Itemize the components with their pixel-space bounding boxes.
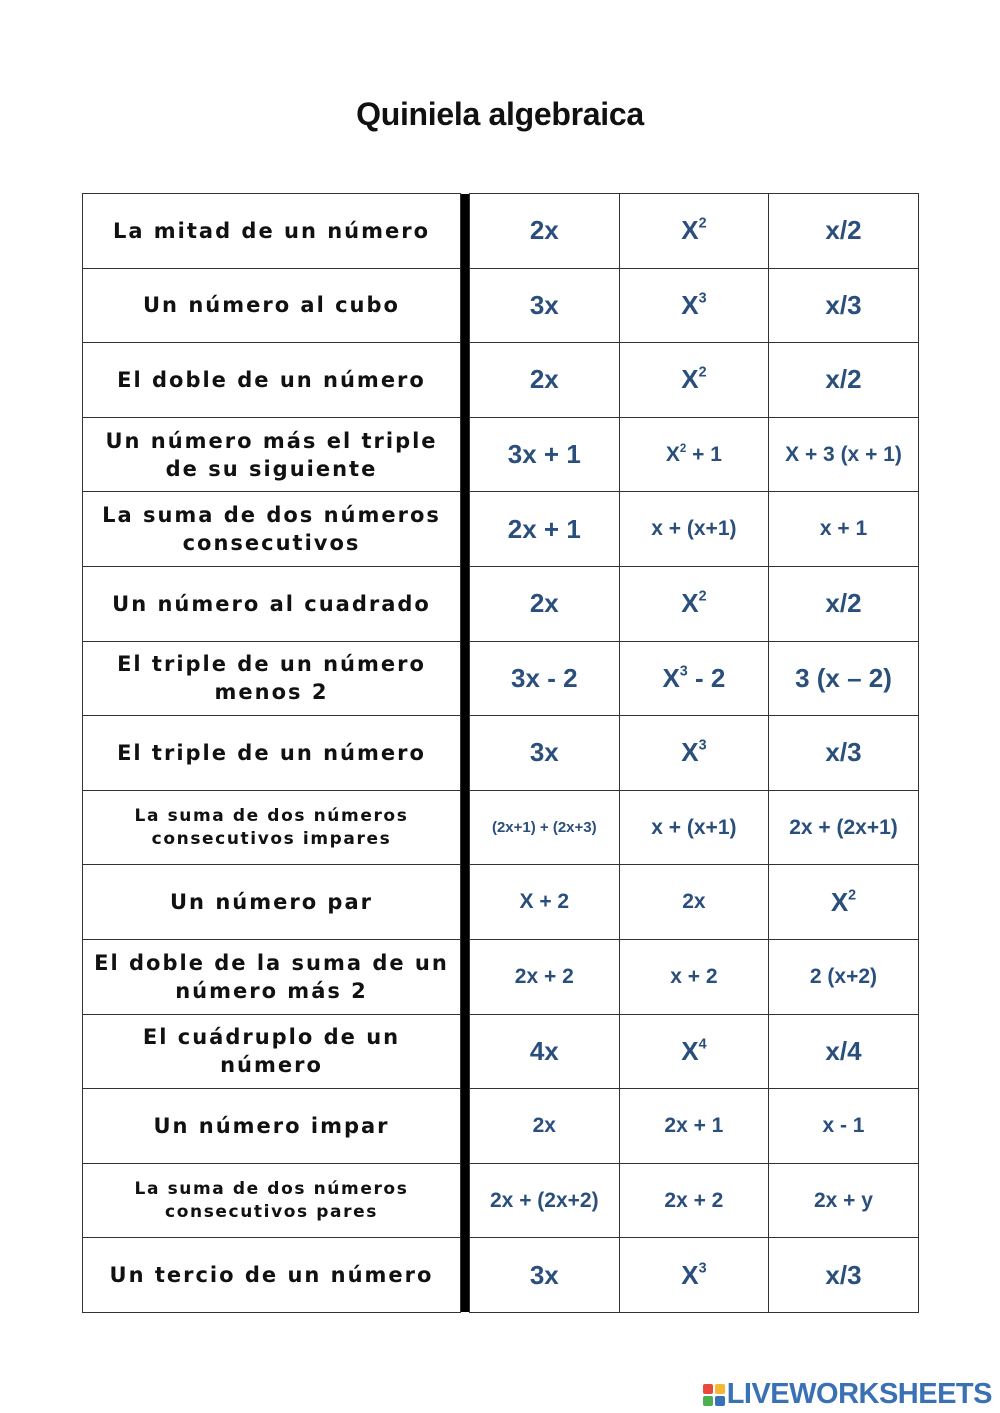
logo-square-red bbox=[703, 1384, 713, 1394]
phrase-cell: Un número impar bbox=[83, 1089, 461, 1164]
table-row bbox=[83, 492, 919, 567]
option-base: 2x bbox=[529, 588, 559, 619]
option-cell-1[interactable] bbox=[470, 194, 620, 269]
option-base: X bbox=[681, 215, 699, 246]
option-base: 3x + 1 bbox=[507, 439, 581, 470]
column-separator bbox=[461, 194, 470, 269]
table-row bbox=[83, 1163, 919, 1238]
option-cell-1[interactable] bbox=[470, 939, 620, 1014]
table-row bbox=[83, 268, 919, 343]
column-separator bbox=[461, 790, 470, 865]
option-base: X bbox=[681, 1259, 699, 1290]
option-cell-3[interactable] bbox=[769, 865, 919, 940]
liveworksheets-logo-text: LIVEWORKSHEETS bbox=[726, 1378, 992, 1410]
option-base: 3x bbox=[529, 1259, 559, 1290]
option-cell-2[interactable] bbox=[619, 1089, 769, 1164]
option-cell-2[interactable] bbox=[619, 417, 769, 492]
option-base: X bbox=[665, 442, 680, 466]
option-base: X + 2 bbox=[519, 890, 570, 914]
option-base: 3x bbox=[529, 737, 559, 768]
option-base: 3x - 2 bbox=[511, 662, 578, 693]
column-separator bbox=[461, 566, 470, 641]
option-tail: - 2 bbox=[687, 662, 726, 693]
option-cell-1[interactable] bbox=[470, 1238, 620, 1313]
option-cell-3[interactable] bbox=[769, 1238, 919, 1313]
option-base: X bbox=[681, 364, 699, 395]
option-cell-3[interactable] bbox=[769, 268, 919, 343]
option-base: 2 (x+2) bbox=[809, 964, 878, 988]
quiniela-table-body bbox=[83, 194, 919, 1313]
option-cell-3[interactable] bbox=[769, 939, 919, 1014]
option-cell-2[interactable] bbox=[619, 268, 769, 343]
option-exponent: 3 bbox=[698, 738, 707, 755]
option-cell-1[interactable] bbox=[470, 865, 620, 940]
option-cell-3[interactable] bbox=[769, 790, 919, 865]
option-exponent: 2 bbox=[698, 588, 707, 605]
option-exponent: 4 bbox=[698, 1036, 707, 1053]
table-row bbox=[83, 641, 919, 716]
option-base: 2x + 2 bbox=[664, 1188, 724, 1212]
option-cell-2[interactable] bbox=[619, 492, 769, 567]
phrase-cell: La suma de dos números consecutivos pares bbox=[83, 1163, 461, 1238]
option-base: X bbox=[681, 588, 699, 619]
column-separator bbox=[461, 1089, 470, 1164]
option-cell-2[interactable] bbox=[619, 343, 769, 418]
option-base: x/2 bbox=[825, 364, 862, 395]
phrase-cell: Un tercio de un número bbox=[83, 1238, 461, 1313]
option-base: x + (x+1) bbox=[651, 815, 737, 839]
option-base: x + (x+1) bbox=[651, 517, 737, 541]
column-separator bbox=[461, 417, 470, 492]
column-separator bbox=[461, 865, 470, 940]
option-cell-2[interactable] bbox=[619, 641, 769, 716]
option-cell-2[interactable] bbox=[619, 1163, 769, 1238]
table-row bbox=[83, 417, 919, 492]
option-base: X bbox=[662, 662, 680, 693]
liveworksheets-logo bbox=[703, 1378, 992, 1411]
option-cell-3[interactable] bbox=[769, 641, 919, 716]
option-base: x/3 bbox=[825, 1259, 862, 1290]
column-separator bbox=[461, 939, 470, 1014]
table-row bbox=[83, 716, 919, 791]
option-cell-2[interactable] bbox=[619, 1014, 769, 1089]
option-base: X bbox=[681, 1035, 699, 1066]
phrase-cell: Un número al cuadrado bbox=[83, 566, 461, 641]
option-exponent: 3 bbox=[698, 290, 707, 307]
column-separator bbox=[461, 343, 470, 418]
phrase-cell: El doble de un número bbox=[83, 343, 461, 418]
option-base: 2x bbox=[532, 1113, 556, 1137]
option-base: 2x + 1 bbox=[664, 1113, 724, 1137]
option-base: 2x + (2x+1) bbox=[789, 815, 898, 839]
option-base: 2x + y bbox=[813, 1188, 873, 1212]
page-title: Quiniela algebraica bbox=[356, 96, 644, 132]
option-base: x/2 bbox=[825, 215, 862, 246]
table-row bbox=[83, 566, 919, 641]
option-cell-2[interactable] bbox=[619, 194, 769, 269]
column-separator bbox=[461, 1014, 470, 1089]
table-row bbox=[83, 939, 919, 1014]
table-row bbox=[83, 865, 919, 940]
option-base: X bbox=[681, 737, 699, 768]
table-row bbox=[83, 1014, 919, 1089]
option-exponent: 3 bbox=[679, 663, 688, 680]
option-cell-1[interactable] bbox=[470, 1014, 620, 1089]
option-exponent: 2 bbox=[848, 887, 857, 904]
option-cell-3[interactable] bbox=[769, 343, 919, 418]
table-row bbox=[83, 1238, 919, 1313]
option-cell-3[interactable] bbox=[769, 1014, 919, 1089]
logo-square-blue bbox=[715, 1396, 725, 1406]
option-cell-1[interactable] bbox=[470, 566, 620, 641]
option-cell-3[interactable] bbox=[769, 566, 919, 641]
option-cell-3[interactable] bbox=[769, 716, 919, 791]
phrase-cell: La mitad de un número bbox=[83, 194, 461, 269]
phrase-cell: El doble de la suma de un número más 2 bbox=[83, 939, 461, 1014]
column-separator bbox=[461, 492, 470, 567]
phrase-cell: Un número par bbox=[83, 865, 461, 940]
option-base: 2x bbox=[682, 890, 706, 914]
option-cell-3[interactable] bbox=[769, 417, 919, 492]
table-row bbox=[83, 790, 919, 865]
quiniela-table bbox=[82, 193, 919, 1313]
option-cell-1[interactable] bbox=[470, 641, 620, 716]
option-cell-3[interactable] bbox=[769, 492, 919, 567]
option-base: X + 3 (x + 1) bbox=[785, 442, 902, 466]
option-cell-1[interactable] bbox=[470, 417, 620, 492]
option-base: x + 2 bbox=[670, 964, 718, 988]
phrase-cell: El triple de un número bbox=[83, 716, 461, 791]
option-base: (2x+1) + (2x+3) bbox=[491, 819, 597, 837]
phrase-cell: La suma de dos números consecutivos impares bbox=[83, 790, 461, 865]
table-row bbox=[83, 343, 919, 418]
option-exponent: 3 bbox=[698, 1260, 707, 1277]
column-separator bbox=[461, 1163, 470, 1238]
option-cell-2[interactable] bbox=[619, 939, 769, 1014]
option-cell-1[interactable] bbox=[470, 716, 620, 791]
table-row bbox=[83, 194, 919, 269]
option-base: X bbox=[681, 289, 699, 320]
option-base: x/4 bbox=[825, 1035, 862, 1066]
column-separator bbox=[461, 1238, 470, 1313]
phrase-cell: El cuádruplo de un número bbox=[83, 1014, 461, 1089]
option-base: 2x + 2 bbox=[514, 964, 574, 988]
logo-square-green bbox=[703, 1396, 713, 1406]
option-base: 3x bbox=[529, 289, 559, 320]
option-base: 2x + 1 bbox=[507, 513, 581, 544]
option-base: 2x + (2x+2) bbox=[490, 1188, 599, 1212]
option-cell-3[interactable] bbox=[769, 194, 919, 269]
option-cell-2[interactable] bbox=[619, 1238, 769, 1313]
option-tail: + 1 bbox=[686, 442, 722, 466]
option-cell-2[interactable] bbox=[619, 865, 769, 940]
liveworksheets-logo-icon bbox=[703, 1384, 725, 1406]
phrase-cell: Un número al cubo bbox=[83, 268, 461, 343]
option-cell-3[interactable] bbox=[769, 1163, 919, 1238]
column-separator bbox=[461, 716, 470, 791]
option-cell-1[interactable] bbox=[470, 1163, 620, 1238]
option-cell-1[interactable] bbox=[470, 268, 620, 343]
option-base: x/3 bbox=[825, 737, 862, 768]
option-cell-1[interactable] bbox=[470, 343, 620, 418]
option-cell-1[interactable] bbox=[470, 1089, 620, 1164]
table-row bbox=[83, 1089, 919, 1164]
option-base: 2x bbox=[529, 215, 559, 246]
option-base: x + 1 bbox=[819, 517, 868, 541]
option-cell-1[interactable] bbox=[470, 790, 620, 865]
option-base: 4x bbox=[529, 1035, 559, 1066]
option-base: 3 (x – 2) bbox=[795, 662, 892, 693]
option-base: X bbox=[830, 886, 849, 917]
option-cell-2[interactable] bbox=[619, 566, 769, 641]
option-cell-2[interactable] bbox=[619, 790, 769, 865]
phrase-cell: Un número más el triple de su siguiente bbox=[83, 417, 461, 492]
option-base: x/3 bbox=[825, 289, 862, 320]
option-base: x/2 bbox=[825, 588, 862, 619]
option-cell-3[interactable] bbox=[769, 1089, 919, 1164]
option-exponent: 2 bbox=[698, 365, 707, 382]
option-base: x - 1 bbox=[822, 1113, 865, 1137]
column-separator bbox=[461, 268, 470, 343]
phrase-cell: La suma de dos números consecutivos bbox=[83, 492, 461, 567]
option-cell-2[interactable] bbox=[619, 716, 769, 791]
option-exponent: 2 bbox=[698, 215, 707, 232]
option-cell-1[interactable] bbox=[470, 492, 620, 567]
logo-square-yellow bbox=[715, 1384, 725, 1394]
option-exponent: 2 bbox=[679, 442, 687, 455]
column-separator bbox=[461, 641, 470, 716]
phrase-cell: El triple de un número menos 2 bbox=[83, 641, 461, 716]
option-base: 2x bbox=[529, 364, 559, 395]
